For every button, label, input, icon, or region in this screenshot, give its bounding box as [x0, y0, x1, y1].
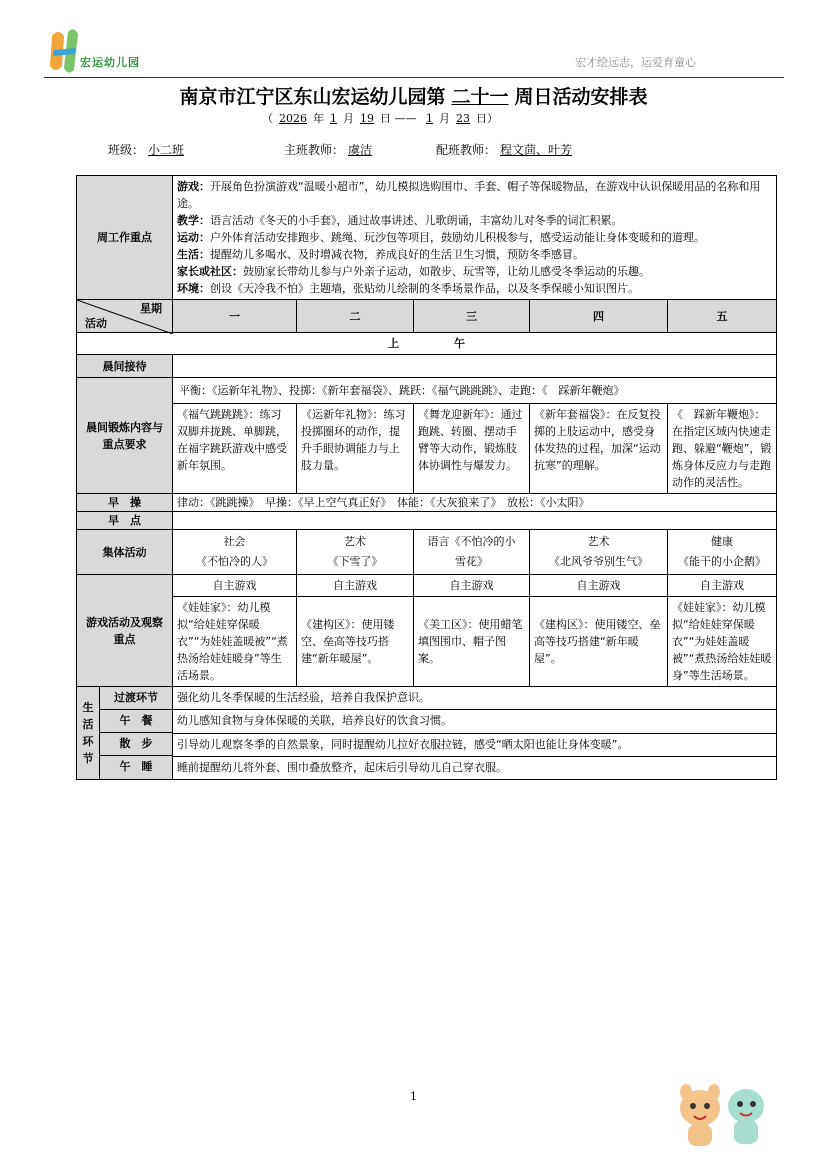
- start-month: 1: [330, 112, 337, 125]
- reception-label: 晨间接待: [77, 355, 173, 378]
- lunch-label: 午 餐: [100, 710, 172, 733]
- transition-label: 过渡环节: [100, 687, 172, 710]
- end-month: 1: [426, 112, 433, 125]
- exercise-day: 《新年套福袋》：在反复投掷的上肢运动中，感受身体发热的过程，加深“运动抗寒”的理解。: [530, 404, 668, 494]
- slogan: 宏才绘远志，运爱育童心: [575, 56, 696, 69]
- lunch-content: 幼儿感知食物与身体保暖的关联，培养良好的饮食习惯。: [173, 710, 777, 733]
- nap-label: 午 睡: [119, 760, 153, 773]
- walk-label: 散 步: [100, 733, 172, 756]
- reception-row: [77, 355, 777, 378]
- game-detail: 《娃娃家》：幼儿模拟“给娃娃穿保暖衣”“为娃娃盖暖被”“煮热汤给娃娃暖身”等生活场景。: [173, 597, 297, 687]
- group-activity-day: 艺术 《北风爷爷别生气》: [530, 530, 668, 575]
- schedule-table: [76, 175, 777, 780]
- snack-row: [77, 512, 777, 530]
- exercise-day: 《 踩新年鞭炮》：在指定区域内快速走跑、躲避“鞭炮”，锻炼身体反应力与走跑动作的灵活性。: [668, 404, 777, 494]
- exercise-summary: 平衡：《运新年礼物》、投掷：《新年套福袋》、跳跃：《福气跳跳跳》、走跑：《 踩新年鞭炮》: [173, 378, 777, 404]
- morning-label: 上 午: [77, 333, 777, 355]
- group-activity-day: 健康 《能干的小企鹅》: [668, 530, 777, 575]
- focus-item: 游戏：开展角色扮演游戏“温暖小超市”，幼儿模拟选购围巾、手套、帽子等保暖物品，在游戏中认识保暖用品的名称和用途。: [177, 180, 761, 210]
- games-detail-row: [77, 597, 777, 687]
- day-wednesday: 三: [414, 300, 530, 333]
- year: 2026: [279, 112, 307, 125]
- head-teacher-value: 虞洁: [348, 143, 373, 157]
- focus-row: [77, 176, 777, 300]
- page-number: 1: [410, 1090, 417, 1103]
- day-friday: 五: [668, 300, 777, 333]
- walk-row: [77, 733, 777, 756]
- game-detail: 《娃娃家》：幼儿模拟“给娃娃穿保暖衣”“为娃娃盖暖被”“煮热汤给娃娃暖身”等生活场景。: [668, 597, 777, 687]
- end-day: 23: [456, 112, 470, 125]
- free-play-cell: 自主游戏: [668, 575, 777, 597]
- corner-activity-label: 活动: [85, 317, 107, 330]
- morning-exercise-content: 律动：《跳跳操》 早操：《早上空气真正好》 体能：《大灰狼来了》 放松：《小太阳》: [173, 494, 777, 512]
- page-title: [0, 82, 827, 109]
- nap-content: 睡前提醒幼儿将外套、围巾叠放整齐，起床后引导幼儿自己穿衣服。: [173, 756, 777, 779]
- title-suffix: 周日活动安排表: [514, 86, 648, 108]
- free-play-cell: 自主游戏: [297, 575, 414, 597]
- snack-content: [173, 512, 777, 530]
- logo-text: 宏运幼儿园: [80, 56, 140, 69]
- day-thursday: 四: [530, 300, 668, 333]
- focus-label: 周工作重点: [77, 176, 173, 300]
- snack-label: 早 点: [77, 512, 173, 530]
- assistant-teacher-info: 配班教师： 程文茴、叶芳: [436, 141, 576, 158]
- focus-content: [173, 176, 777, 300]
- reception-content: [173, 355, 777, 378]
- mascot-icon: [668, 1078, 778, 1150]
- title-prefix: 南京市江宁区东山宏运幼儿园第: [179, 86, 446, 108]
- lunch-row: [77, 710, 777, 733]
- life-label: 生 活 环 节: [77, 687, 100, 779]
- exercise-day: 《运新年礼物》：练习投掷圈环的动作，提升手眼协调能力与上肢力量。: [297, 404, 414, 494]
- life-row: [77, 687, 777, 710]
- week-number: 二十一: [451, 86, 509, 108]
- start-day: 19: [360, 112, 374, 125]
- free-play-cell: 自主游戏: [414, 575, 530, 597]
- transition-content: 强化幼儿冬季保暖的生活经验，培养自我保护意识。: [173, 687, 777, 710]
- life-section: [77, 687, 173, 780]
- exercise-day: 《舞龙迎新年》：通过跑跳、转圈、摆动手臂等大动作，锻炼肢体协调性与爆发力。: [414, 404, 530, 494]
- corner-weekday-label: 星期: [140, 302, 162, 315]
- focus-item: 环境：创设《天冷我不怕》主题墙，张贴幼儿绘制的冬季场景作品，以及冬季保暖小知识图片。: [177, 282, 639, 295]
- day-tuesday: 二: [297, 300, 414, 333]
- head-teacher-info: 主班教师： 虞洁: [284, 141, 376, 158]
- free-play-cell: 自主游戏: [173, 575, 297, 597]
- assistant-teacher-value: 程文茴、叶芳: [500, 143, 573, 157]
- focus-item: 生活：提醒幼儿多喝水、及时增减衣物，养成良好的生活卫生习惯，预防冬季感冒。: [177, 248, 584, 261]
- group-activity-day: 语言《不怕冷的小 雪花》: [414, 530, 530, 575]
- group-activity-label: 集体活动: [77, 530, 173, 575]
- group-activity-day: 社会 《不怕冷的人》: [173, 530, 297, 575]
- exercise-summary-row: [77, 378, 777, 404]
- date-range: （ 2026 年 1 月 19 日 —— 1 月 23 日）: [262, 112, 498, 125]
- game-detail: 《美工区》：使用蜡笔填图围巾、帽子图案。: [414, 597, 530, 687]
- exercise-label: 晨间锻炼内容与重点要求: [77, 378, 173, 494]
- header-divider: [44, 77, 784, 78]
- walk-content: 引导幼儿观察冬季的自然景象，同时提醒幼儿拉好衣服拉链，感受“晒太阳也能让身体变暖”。: [173, 733, 777, 756]
- games-label: 游戏活动及观察重点: [77, 575, 173, 687]
- class-info: 班级： 小二班: [108, 141, 188, 158]
- game-detail: 《建构区》：使用镂空、垒高等技巧搭建“新年暖屋”。: [530, 597, 668, 687]
- exercise-days-row: [77, 404, 777, 494]
- weekday-header-row: [77, 300, 777, 333]
- focus-item: 运动：户外体育活动安排跑步、跳绳、玩沙包等项目，鼓励幼儿积极参与，感受运动能让身体变暖和的道理。: [177, 231, 705, 244]
- day-monday: 一: [173, 300, 297, 333]
- morning-exercise-label: 早 操: [77, 494, 173, 512]
- class-value: 小二班: [148, 143, 185, 157]
- focus-item: 家长或社区：鼓励家长带幼儿参与户外亲子运动，如散步、玩雪等，让幼儿感受冬季运动的乐趣。: [177, 265, 650, 278]
- free-play-row: [77, 575, 777, 597]
- morning-row: [77, 333, 777, 355]
- group-activity-row: [77, 530, 777, 575]
- game-detail: 《建构区》：使用镂空、垒高等技巧搭建“新年暖屋”。: [297, 597, 414, 687]
- corner-cell: [77, 300, 173, 333]
- nap-row: [77, 756, 777, 779]
- exercise-day: 《福气跳跳跳》：练习双脚并拢跳、单脚跳，在福字跳跃游戏中感受新年氛围。: [173, 404, 297, 494]
- morning-exercise-row: [77, 494, 777, 512]
- focus-item: 教学：语言活动《冬天的小手套》，通过故事讲述、儿歌朗诵，丰富幼儿对冬季的词汇积累。: [177, 214, 623, 227]
- free-play-cell: 自主游戏: [530, 575, 668, 597]
- group-activity-day: 艺术 《下雪了》: [297, 530, 414, 575]
